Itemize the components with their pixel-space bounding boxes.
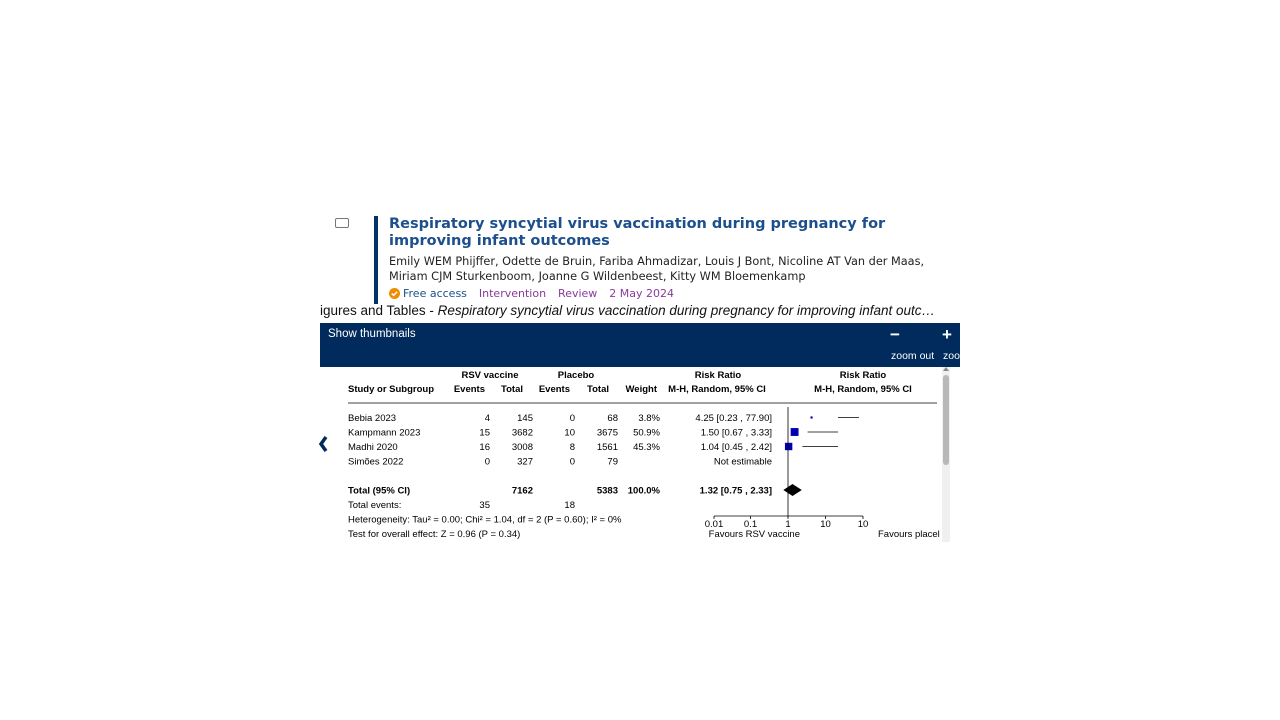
favours-right-label: Favours placel: [878, 529, 940, 540]
show-thumbnails-button[interactable]: Show thumbnails: [328, 328, 416, 340]
col-weight: Weight: [625, 384, 657, 395]
study-weight: 3.8%: [638, 413, 660, 424]
col-total-placebo: Total: [587, 384, 609, 395]
study-ci: 1.50 [0.67 , 3.33]: [700, 427, 772, 439]
figure-caption: [320, 302, 958, 320]
study-weight: 50.9%: [633, 427, 660, 439]
study-marker: [810, 416, 812, 418]
forest-plot-svg: [320, 367, 942, 547]
total-diamond: [783, 484, 801, 496]
scroll-up-arrow-icon[interactable]: [943, 367, 949, 371]
header-plot-risk-ratio: Risk Ratio: [839, 370, 887, 381]
zoom-out-label[interactable]: zoom out: [891, 350, 935, 362]
total-events-vaccine: 35: [479, 500, 490, 511]
events-vaccine: 15: [479, 427, 490, 439]
col-method: M-H, Random, 95% CI: [668, 384, 766, 395]
overall-effect-text: Test for overall effect: Z = 0.96 (P = 0.34): [348, 529, 521, 540]
events-vaccine: 4: [484, 413, 490, 424]
total-vaccine: 3682: [511, 427, 533, 439]
zoom-out-button[interactable]: −: [890, 325, 900, 344]
events-placebo: 8: [569, 442, 575, 453]
col-events-placebo: Events: [538, 384, 570, 395]
publication-date: 2 May 2024: [609, 286, 675, 300]
total-placebo: 79: [607, 456, 618, 468]
study-name: Madhi 2020: [348, 442, 398, 453]
x-tick-label: 10: [820, 519, 831, 530]
header-risk-ratio: Risk Ratio: [694, 370, 742, 381]
total-events-label: Total events:: [348, 500, 402, 511]
x-tick-label: 1: [785, 519, 791, 530]
total-events-placebo: 18: [564, 500, 575, 511]
total-label: Total (95% CI): [348, 485, 411, 497]
x-tick-label: 0.01: [704, 519, 724, 530]
forest-plot-figure: [320, 367, 942, 547]
total-placebo: 1561: [596, 442, 618, 453]
zoom-in-label[interactable]: zoo: [943, 350, 960, 362]
article-authors: Emily WEM Phijffer, Odette de Bruin, Fariba Ahmadizar, Louis J Bont, Nicoline AT Van der Maas, Miriam CJM Sturkenboom, Joanne G Wildenbeest, Kitty WM Bloemenkamp: [389, 255, 925, 283]
col-study: Study or Subgroup: [348, 384, 435, 395]
study-name: Bebia 2023: [348, 413, 397, 424]
header-rsv-vaccine: RSV vaccine: [461, 370, 519, 381]
total-placebo: 68: [607, 413, 618, 424]
figure-scrollbar[interactable]: [942, 367, 950, 542]
zoom-in-button[interactable]: +: [942, 325, 952, 344]
study-weight: 45.3%: [633, 442, 660, 453]
x-tick-label: 10: [857, 519, 869, 530]
free-access-label: Free access: [403, 286, 467, 300]
total-sum-vaccine: 7162: [511, 485, 533, 497]
heterogeneity-text: Heterogeneity: Tau² = 0.00; Chi² = 1.04, df = 2 (P = 0.60); I² = 0%: [348, 514, 622, 526]
col-total-vaccine: Total: [501, 384, 523, 395]
article-title-link[interactable]: Respiratory syncytial virus vaccination during pregnancy for improving infant outcomes: [389, 216, 886, 249]
total-weight: 100.0%: [627, 485, 660, 497]
events-placebo: 0: [569, 456, 575, 468]
events-vaccine: 0: [484, 456, 490, 468]
study-ci: 1.04 [0.45 , 2.42]: [700, 442, 772, 453]
total-vaccine: 3008: [511, 442, 533, 453]
study-ci: 4.25 [0.23 , 77.90]: [695, 413, 772, 424]
total-vaccine: 145: [517, 413, 533, 424]
total-vaccine: 327: [517, 456, 533, 468]
article-meta: [389, 286, 686, 300]
figure-viewer-toolbar: [320, 323, 960, 367]
events-vaccine: 16: [479, 442, 490, 453]
col-events-vaccine: Events: [453, 384, 485, 395]
study-ci: Not estimable: [713, 456, 772, 468]
favours-left-label: Favours RSV vaccine: [708, 529, 800, 540]
x-tick-label: 0.1: [743, 519, 758, 530]
select-checkbox[interactable]: [335, 218, 349, 228]
total-ci: 1.32 [0.75 , 2.33]: [699, 485, 772, 497]
header-placebo: Placebo: [557, 370, 595, 381]
lock-open-icon: [389, 288, 400, 299]
study-marker: [785, 443, 792, 450]
events-placebo: 0: [569, 413, 575, 424]
col-plot-method: M-H, Random, 95% CI: [814, 384, 912, 395]
review-stage-label: Review: [558, 286, 598, 300]
total-sum-placebo: 5383: [596, 485, 618, 497]
total-placebo: 3675: [596, 427, 618, 439]
study-name: Kampmann 2023: [348, 427, 421, 439]
figure-caption-prefix: igures and Tables -: [320, 303, 438, 318]
study-marker: [791, 428, 799, 436]
scrollbar-thumb[interactable]: [943, 375, 949, 465]
study-name: Simões 2022: [348, 456, 404, 468]
accent-bar: [374, 216, 378, 304]
figure-caption-title: Respiratory syncytial virus vaccination during pregnancy for improving infant outc…: [437, 303, 936, 318]
events-placebo: 10: [564, 427, 575, 439]
review-type-label: Intervention: [478, 286, 547, 300]
